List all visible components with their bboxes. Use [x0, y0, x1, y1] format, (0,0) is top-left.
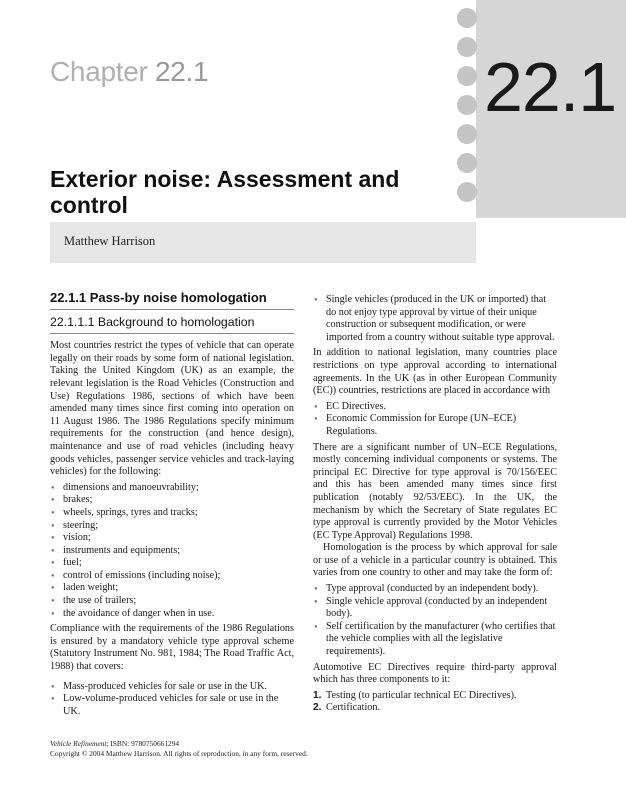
numbered-item	[313, 702, 557, 715]
footer-isbn: ; ISBN: 9780750661294	[106, 739, 180, 748]
decorative-dot	[457, 124, 477, 144]
list-item: ● wheels, springs, tyres and tracks;	[50, 507, 294, 520]
left-column	[50, 292, 294, 721]
decorative-dot	[457, 182, 477, 202]
item-number: 1.	[313, 689, 322, 701]
bullet-list	[313, 401, 557, 439]
list-item: ● Mass-produced vehicles for sale or use in the UK.	[50, 681, 294, 694]
subsection-heading: 22.1.1.1 Background to homologation	[50, 316, 294, 335]
numbered-list	[313, 690, 557, 715]
chapter-number: 22.1	[155, 56, 209, 87]
section-heading: 22.1.1 Pass-by noise homologation	[50, 292, 294, 310]
chapter-big-number: 22.1	[484, 48, 617, 126]
paragraph: Homologation is the process by which approval for sale or use of a vehicle in a particular country is obtained. This varies from one country to other and may take the form of:	[313, 542, 557, 579]
numbered-item	[313, 690, 557, 703]
footer-book-title: Vehicle Refinement	[50, 739, 107, 748]
paragraph: Most countries restrict the types of vehicle that can operate legally on their roads by some form of national legislation. Taking the United Kingdom (UK) as an example, the relevant legislation is the Road Vehicles (Construction and Use) Regulations 1986, sections of which have been amended many times since first coming into operation on 11 August 1986. The 1986 Regulations specify minimum requirements for the construction (and hence design), maintenance and use of road vehicles (including heavy goods vehicles, passenger service vehicles and track-laying vehicles) for the following:	[50, 340, 294, 478]
bullet-list	[313, 294, 557, 344]
decorative-dot	[457, 153, 477, 173]
list-item: ● Single vehicles (produced in the UK or imported) that do not enjoy type approval by virtue of their unique construction or subsequent modification, or were imported from a country without suitable type approval.	[313, 294, 557, 344]
bullet-list	[50, 482, 294, 621]
list-item: ● dimensions and manoeuvrability;	[50, 482, 294, 495]
decorative-dot	[457, 95, 477, 115]
item-text: Certification.	[326, 702, 381, 714]
list-item: ● brakes;	[50, 494, 294, 507]
list-item: ● steering;	[50, 520, 294, 533]
footer-citation	[50, 739, 308, 749]
list-item: ● the use of trailers;	[50, 595, 294, 608]
footer-copyright: Copyright © 2004 Matthew Harrison. All rights of reproduction, in any form, reserved.	[50, 749, 308, 758]
list-item: ● fuel;	[50, 557, 294, 570]
list-item: ● instruments and equipments;	[50, 545, 294, 558]
list-item: ● vision;	[50, 532, 294, 545]
paragraph: Compliance with the requirements of the 1986 Regulations is ensured by a mandatory vehicle type approval scheme (Statutory Instrument No. 981, 1984; The Road Traffic Act, 1988) that covers:	[50, 623, 294, 673]
list-item: ● Self certification by the manufacturer (who certifies that the vehicle complies with all the legislative requirements).	[313, 621, 557, 659]
list-item: ● the avoidance of danger when in use.	[50, 608, 294, 621]
list-item: ● Type approval (conducted by an independent body).	[313, 583, 557, 596]
paragraph: There are a significant number of UN–ECE Regulations, mostly concerning individual components or systems. The principal EC Directive for type approval is 70/156/EEC and this has been amended many times since first publication (notably 92/53/EEC). In the UK, the mechanism by which the Secretary of State regulates EC type approval is currently provided by the Motor Vehicles (EC Type Approval) Regulations 1998.	[313, 441, 557, 541]
item-text: Testing (to particular technical EC Directives).	[326, 689, 517, 701]
bullet-list	[313, 583, 557, 659]
decorative-dot	[457, 8, 477, 28]
list-item: ● laden weight;	[50, 582, 294, 595]
chapter-word: Chapter	[50, 56, 148, 87]
bullet-list	[50, 681, 294, 719]
list-item: ● EC Directives.	[313, 401, 557, 414]
chapter-title: Exterior noise: Assessment and control	[50, 166, 400, 218]
list-item: ● control of emissions (including noise);	[50, 570, 294, 583]
item-number: 2.	[313, 702, 322, 714]
paragraph: In addition to national legislation, many countries place restrictions on type approval according to international agreements. In the UK (as in other European Community (EC)) countries, restrictions are placed in accordance with	[313, 347, 557, 397]
page-footer	[50, 739, 308, 759]
author-band	[50, 222, 476, 263]
list-item: ● Low-volume-produced vehicles for sale or use in the UK.	[50, 693, 294, 718]
author-name: Matthew Harrison	[64, 234, 156, 248]
chapter-label	[50, 56, 208, 88]
list-item: ● Economic Commission for Europe (UN–ECE) Regulations.	[313, 413, 557, 438]
right-column	[313, 294, 557, 715]
paragraph: Automotive EC Directives require third-party approval which has three components to it:	[313, 661, 557, 686]
decorative-dot	[457, 66, 477, 86]
list-item: ● Single vehicle approval (conducted by an independent body).	[313, 596, 557, 621]
decorative-dot	[457, 37, 477, 57]
